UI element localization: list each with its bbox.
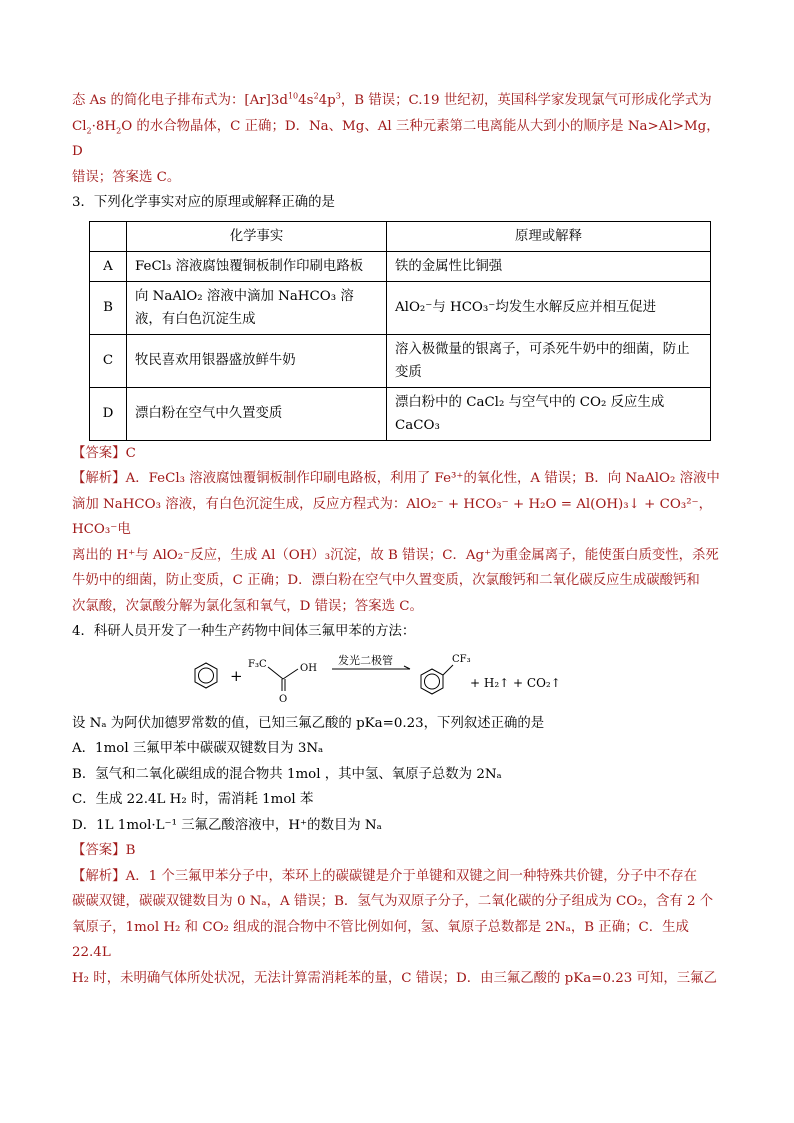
q4-option-c: C．生成 22.4L H₂ 时，需消耗 1mol 苯 — [72, 792, 314, 807]
row-label: B — [90, 281, 127, 334]
row-label: A — [90, 251, 127, 281]
analysis-tag: 【解析】 — [72, 471, 126, 486]
q4-analysis-line1 — [72, 864, 724, 890]
q3-answer — [72, 441, 724, 467]
row-reason: 铁的金属性比铜强 — [387, 251, 711, 281]
text: Cl — [72, 118, 87, 134]
prev-analysis-line1 — [72, 88, 724, 114]
oh-label: OH — [300, 662, 317, 674]
text: 4p — [318, 93, 336, 108]
text: O 的水合物晶体，C 正确；D．Na、Mg、Al 三种元素第二电离能从大到小的顺序是 Na>Al>Mg，D — [72, 118, 720, 159]
sub: 2 — [86, 126, 92, 136]
trifluorotoluene-structure — [421, 665, 453, 694]
answer-tag: 【答案】 — [72, 445, 126, 461]
table-row — [90, 387, 711, 440]
q3-stem: 3．下列化学事实对应的原理或解释正确的是 — [72, 195, 335, 210]
header-empty — [90, 221, 127, 251]
table-row — [90, 334, 711, 387]
table-row — [90, 281, 711, 334]
o-label: O — [279, 693, 288, 705]
analysis-tag: 【解析】 — [72, 868, 126, 884]
reaction-svg — [188, 647, 608, 709]
q4-analysis-line3: 氧原子，1mol H₂ 和 CO₂ 组成的混合物中不管比例如何，氢、氧原子总数都是 2Nₐ，B 正确；C．生成 22.4L — [72, 919, 689, 960]
sup: 2 — [313, 91, 319, 101]
answer-tag: 【答案】 — [72, 843, 126, 858]
q3-analysis-line4: 牛奶中的细菌，防止变质，C 正确；D．漂白粉在空气中久置变质，次氯酸钙和二氧化碳反应生成碳酸钙和 — [72, 573, 700, 588]
arrow-label: 发光二极管 — [338, 653, 393, 667]
q4-option-a: A．1mol 三氟甲苯中碳碳双键数目为 3Nₐ — [72, 741, 324, 756]
benzene-structure — [195, 663, 217, 688]
q4-given: 设 Nₐ 为阿伏加德罗常数的值，已知三氟乙酸的 pKa=0.23，下列叙述正确的是 — [72, 715, 545, 731]
plus-sign: + — [230, 666, 243, 685]
prev-analysis-line3: 错误；答案选 C。 — [72, 169, 181, 185]
prev-analysis-line2 — [72, 114, 724, 165]
q4-option-b: B．氢气和二氧化碳组成的混合物共 1mol ，其中氢、氧原子总数为 2Nₐ — [72, 766, 502, 782]
header-reason: 原理或解释 — [387, 221, 711, 251]
q4-analysis-line4: H₂ 时，未明确气体所处状况，无法计算需消耗苯的量，C 错误；D．由三氟乙酸的 pKa=0.23 可知，三氟乙 — [72, 970, 717, 986]
text: 4s — [298, 93, 314, 108]
row-fact: FeCl₃ 溶液腐蚀覆铜板制作印刷电路板 — [127, 251, 387, 281]
answer-value: B — [125, 843, 136, 858]
text: 态 As 的简化电子排布式为：[Ar]3d — [72, 93, 288, 108]
row-fact: 牧民喜欢用银器盛放鲜牛奶 — [127, 334, 387, 387]
row-reason: 漂白粉中的 CaCl₂ 与空气中的 CO₂ 反应生成 CaCO₃ — [387, 387, 711, 440]
q4-analysis-line2: 碳碳双键，碳碳双键数目为 0 Nₐ，A 错误；B．氢气为双原子分子，二氧化碳的分子组成为 CO₂，含有 2 个 — [72, 894, 714, 909]
sup: 10 — [287, 91, 299, 101]
q3-analysis-line3: 离出的 H⁺与 AlO₂⁻反应，生成 Al（OH）₃沉淀，故 B 错误；C．Ag⁺为重金属离子，能使蛋白质变性，杀死 — [72, 547, 719, 563]
document-page — [72, 88, 724, 991]
cf3-label: CF₃ — [452, 653, 471, 665]
row-label: C — [90, 334, 127, 387]
answer-value: C — [125, 445, 136, 461]
acid-bonds — [268, 667, 298, 691]
q3-analysis-line2: 滴加 NaHCO₃ 溶液，有白色沉淀生成，反应方程式为：AlO₂⁻ + HCO₃⁻ + H₂O = Al(OH)₃↓ + CO₃²⁻，HCO₃⁻电 — [72, 496, 713, 537]
row-label: D — [90, 387, 127, 440]
q4-option-d: D．1L 1mol·L⁻¹ 三氟乙酸溶液中，H⁺的数目为 Nₐ — [72, 817, 382, 833]
text: A．1 个三氟甲苯分子中，苯环上的碳碳键是介于单键和双键之间一种特殊共价键，分子中不存在 — [125, 868, 698, 884]
row-reason: AlO₂⁻与 HCO₃⁻均发生水解反应并相互促进 — [387, 281, 711, 334]
row-reason: 溶入极微量的银离子，可杀死牛奶中的细菌，防止变质 — [387, 334, 711, 387]
text: ·8H — [91, 118, 117, 134]
q3-analysis-line1 — [72, 466, 724, 492]
q4-answer — [72, 838, 724, 864]
q4-stem: 4．科研人员开发了一种生产药物中间体三氟甲苯的方法： — [72, 624, 416, 639]
q3-table-header — [90, 221, 711, 251]
table-row — [90, 251, 711, 281]
header-fact: 化学事实 — [127, 221, 387, 251]
q3-table — [89, 221, 711, 441]
text: A．FeCl₃ 溶液腐蚀覆铜板制作印刷电路板，利用了 Fe³⁺的氧化性，A 错误；B．向 NaAlO₂ 溶液中 — [125, 471, 720, 486]
sup: 3 — [335, 91, 341, 101]
row-fact: 漂白粉在空气中久置变质 — [127, 387, 387, 440]
byproducts: + H₂↑ + CO₂↑ — [470, 675, 561, 690]
f3c-label: F₃C — [248, 658, 267, 670]
q3-analysis-line5: 次氯酸，次氯酸分解为氯化氢和氧气，D 错误；答案选 C。 — [72, 598, 423, 614]
text: ，B 错误；C.19 世纪初，英国科学家发现氯气可形成化学式为 — [340, 93, 712, 108]
row-fact: 向 NaAlO₂ 溶液中滴加 NaHCO₃ 溶液，有白色沉淀生成 — [127, 281, 387, 334]
reaction-scheme — [72, 647, 724, 709]
sub: 2 — [116, 126, 122, 136]
